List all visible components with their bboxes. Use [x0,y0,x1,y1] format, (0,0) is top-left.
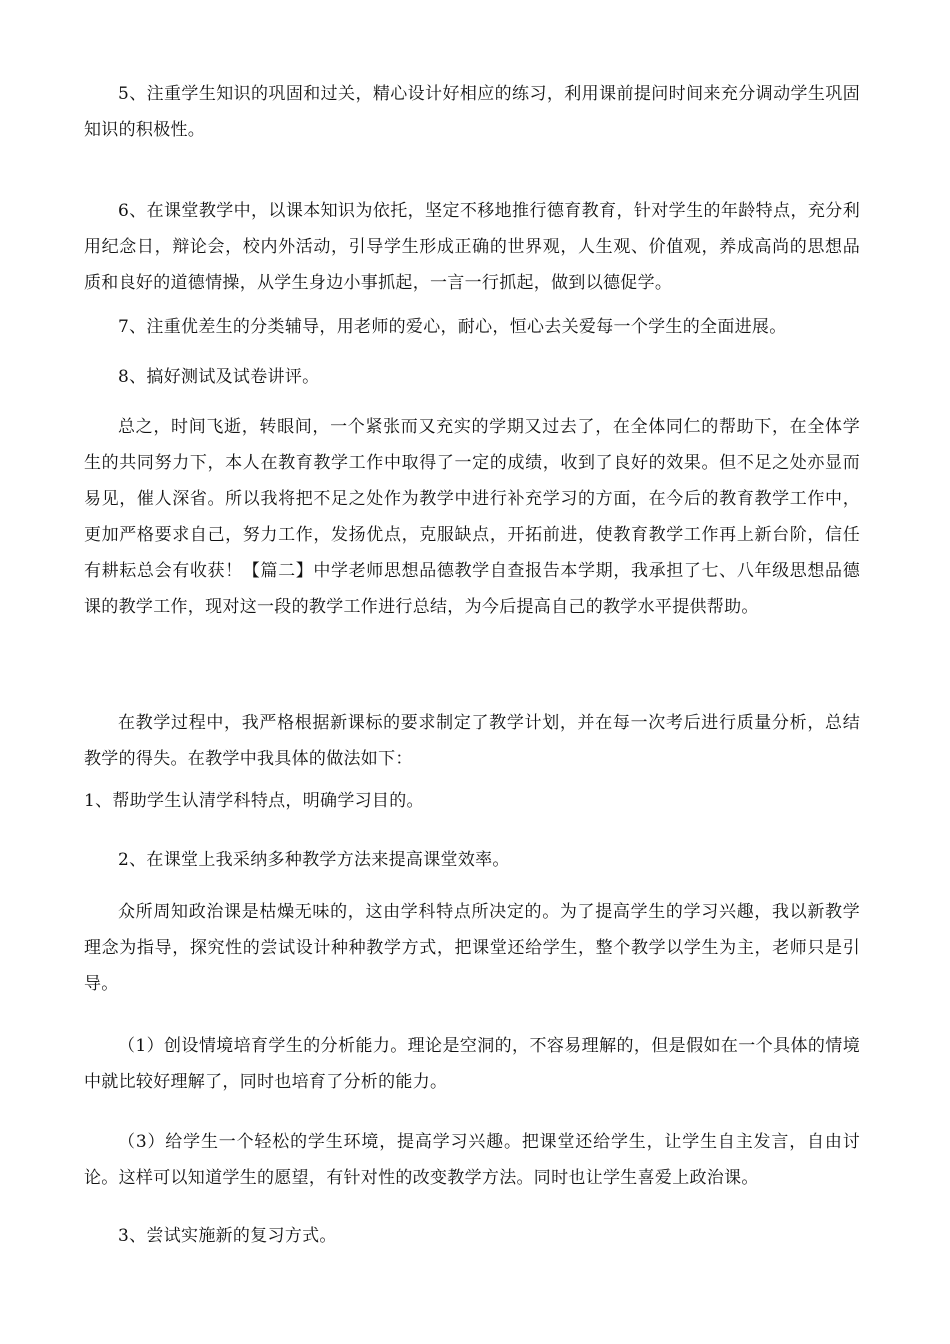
paragraph-item-7: 7、注重优差生的分类辅导，用老师的爱心，耐心，恒心去关爱每一个学生的全面进展。 [118,317,787,337]
paragraph-item-5: 5、注重学生知识的巩固和过关，精心设计好相应的练习，利用课前提问时间来充分调动学生巩固知识的积极性。 [84,84,860,140]
paragraph-teaching-process: 在教学过程中，我严格根据新课标的要求制定了教学计划，并在每一次考后进行质量分析，总结教学的得失。在教学中我具体的做法如下： [84,713,860,769]
paragraph-politics-class: 众所周知政治课是枯燥无味的，这由学科特点所决定的。为了提高学生的学习兴趣，我以新教学理念为指导，探究性的尝试设计种种教学方式，把课堂还给学生，整个教学以学生为主，老师只是引导。 [84,902,860,994]
paragraph-point-2: 2、在课堂上我采纳多种教学方法来提高课堂效率。 [118,850,510,870]
paragraph-item-6: 6、在课堂教学中，以课本知识为依托，坚定不移地推行德育教育，针对学生的年龄特点，充分利用纪念日，辩论会，校内外活动，引导学生形成正确的世界观，人生观、价值观，养成高尚的思想品质和良好的道德情操，从学生身边小事抓起，一言一行抓起，做到以德促学。 [84,201,860,293]
paragraph-subitem-1: （1）创设情境培育学生的分析能力。理论是空洞的，不容易理解的，但是假如在一个具体的情境中就比较好理解了，同时也培育了分析的能力。 [84,1036,860,1092]
paragraph-subitem-3: （3）给学生一个轻松的学生环境，提高学习兴趣。把课堂还给学生，让学生自主发言，自由讨论。这样可以知道学生的愿望，有针对性的改变教学方法。同时也让学生喜爱上政治课。 [84,1132,860,1188]
paragraph-point-3: 3、尝试实施新的复习方式。 [118,1226,337,1246]
paragraph-summary: 总之，时间飞逝，转眼间，一个紧张而又充实的学期又过去了，在全体同仁的帮助下，在全体学生的共同努力下，本人在教育教学工作中取得了一定的成绩，收到了良好的效果。但不足之处亦显而易见，催人深省。所以我将把不足之处作为教学中进行补充学习的方面，在今后的教育教学工作中，更加严格要求自己，努力工作，发扬优点，克服缺点，开拓前进，使教育教学工作再上新台阶，信任有耕耘总会有收获！【篇二】中学老师思想品德教学自查报告本学期，我承担了七、八年级思想品德课的教学工作，现对这一段的教学工作进行总结，为今后提高自己的教学水平提供帮助。 [84,417,860,617]
paragraph-item-8: 8、搞好测试及试卷讲评。 [118,367,320,387]
paragraph-point-1: 1、帮助学生认清学科特点，明确学习目的。 [84,791,424,811]
